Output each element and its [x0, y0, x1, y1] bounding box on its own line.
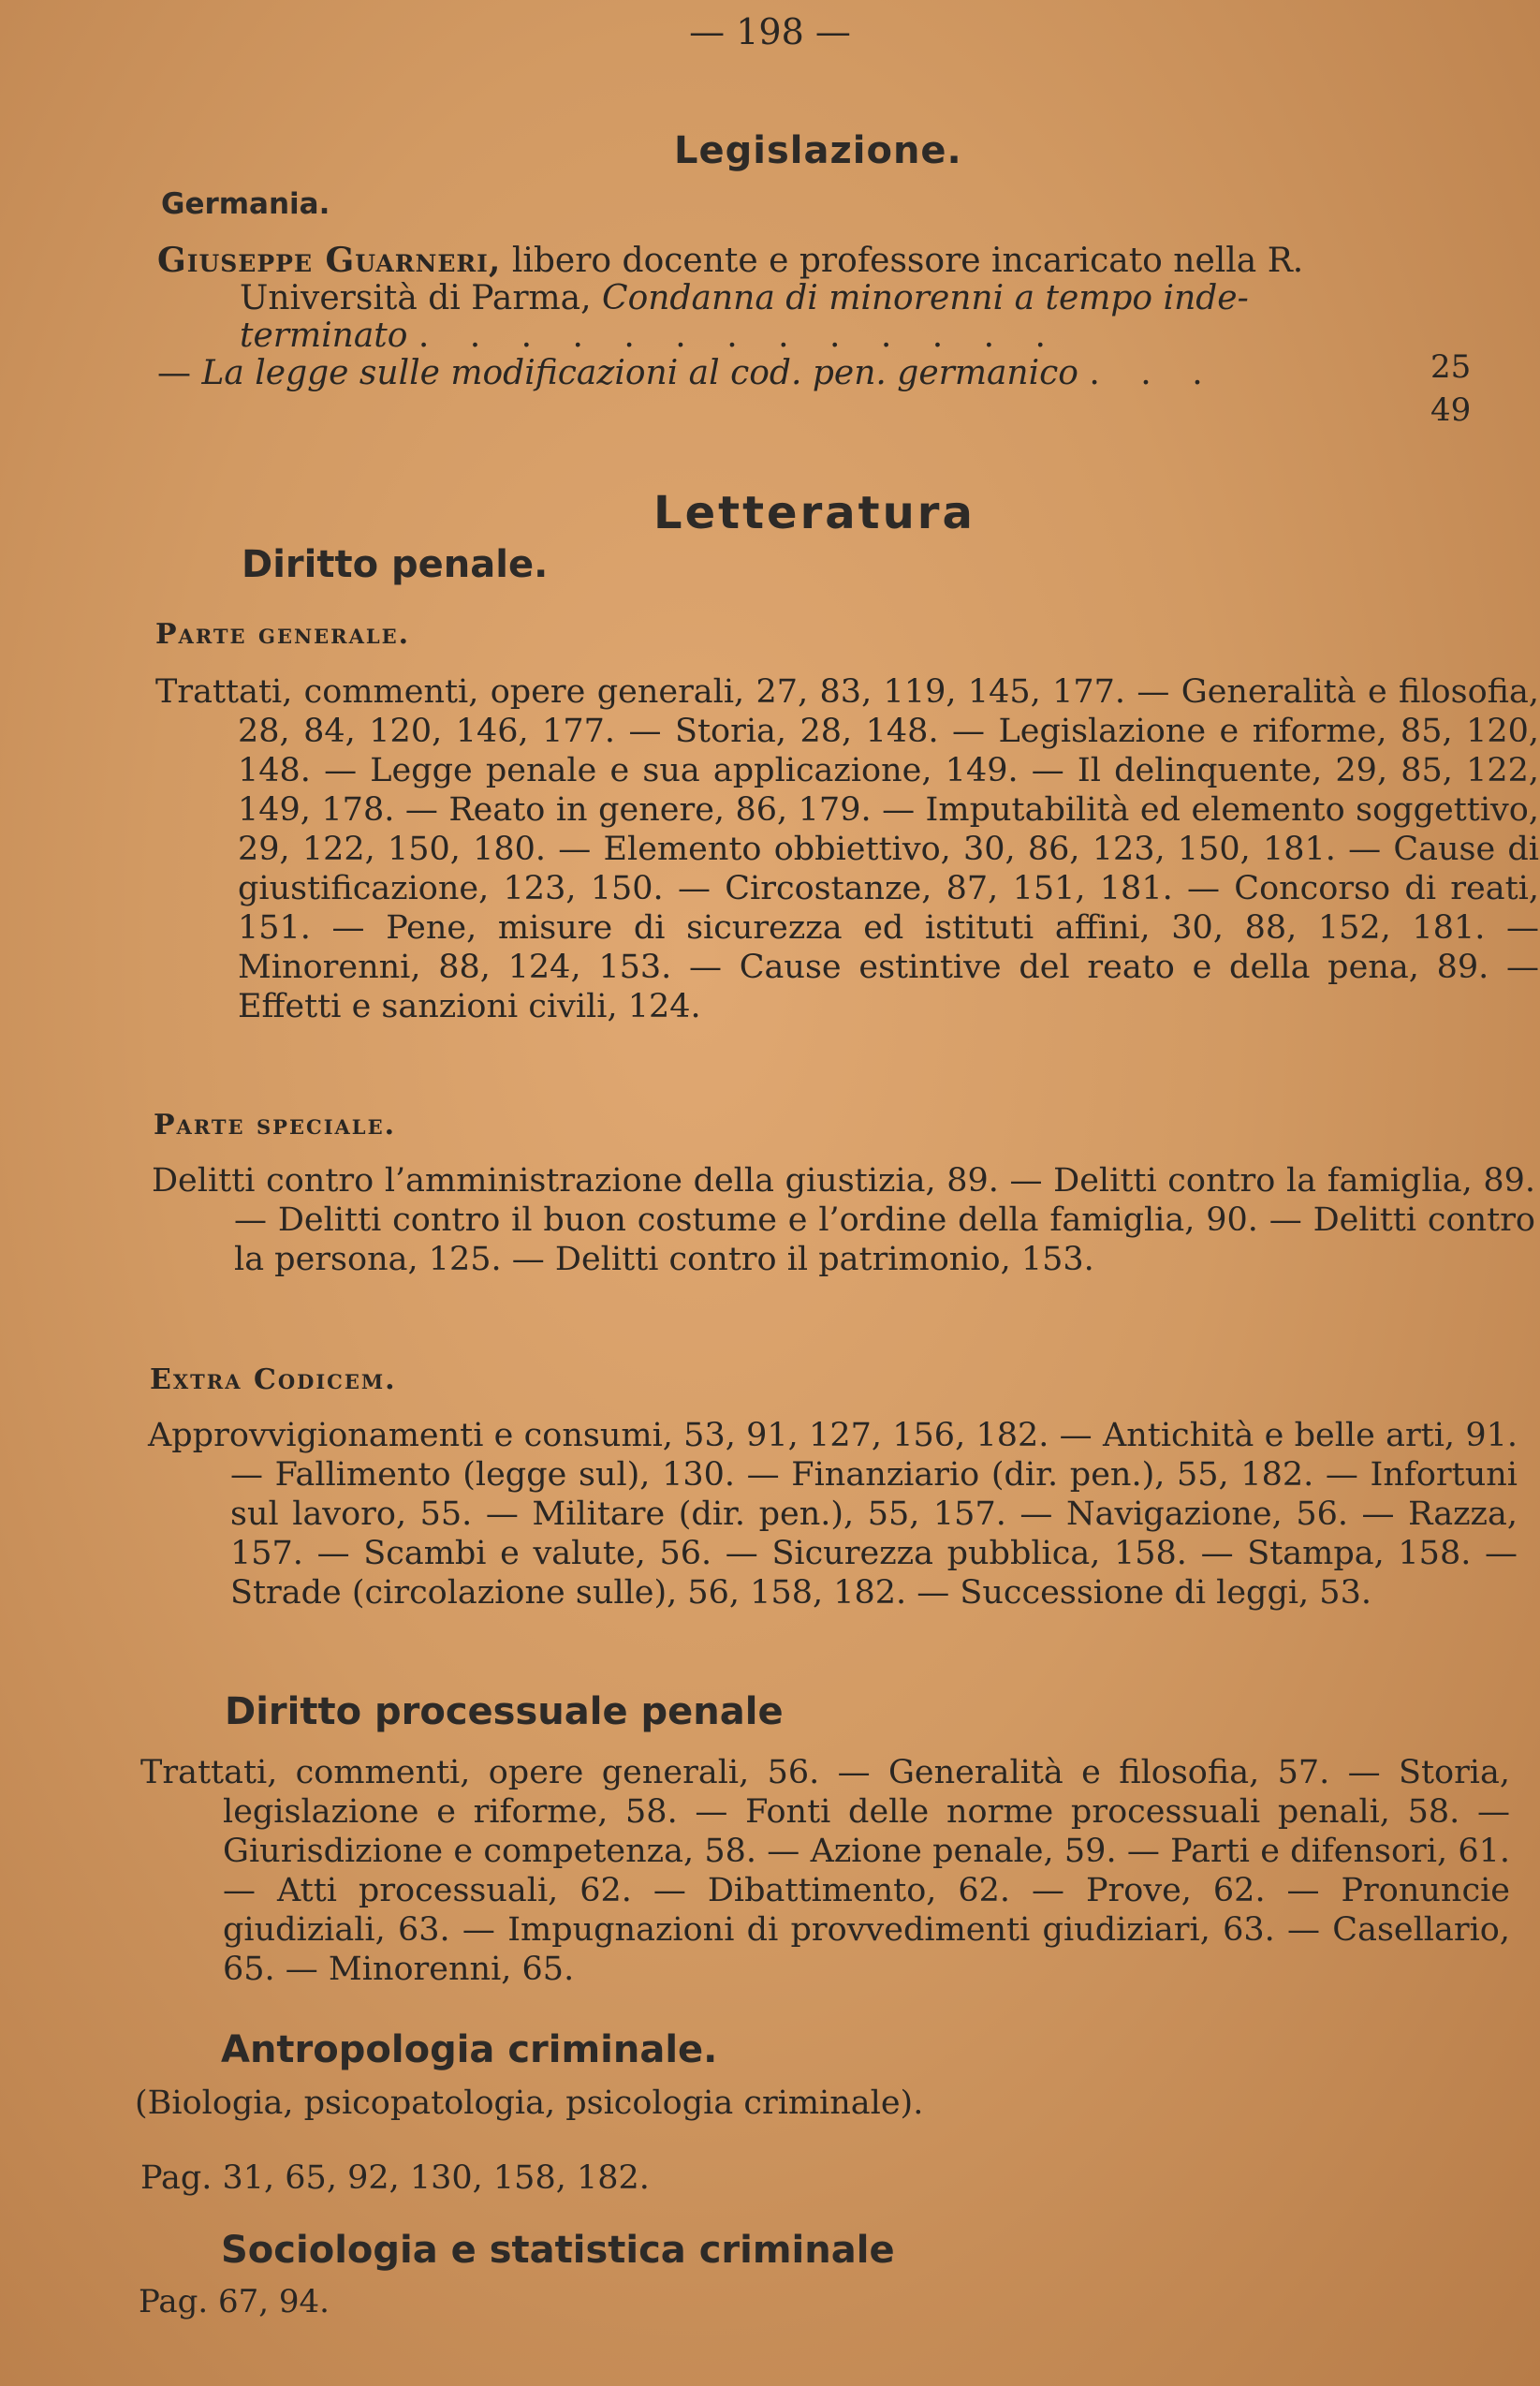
extra-codicem-label: Extra Codicem. [150, 1363, 397, 1396]
sociologia-pages: Pag. 67, 94. [139, 2283, 330, 2320]
entry-page-2: 49 [1430, 391, 1472, 429]
entry-dash: — [157, 354, 202, 392]
subsection-title-sociologia: Sociologia e statistica criminale [221, 2229, 895, 2272]
entry-title-1: Condanna di minorenni a tempo inde- [602, 279, 1249, 317]
extra-codicem-text: Approvvigionamenti e consumi, 53, 91, 127, 156, 182. — Antichità e belle arti, 91. — Fallimento (legge sul), 130. — Finanziario (dir. pen.), 55, 182. — Infortuni sul lavoro, 55. — Militare (dir. pen.), 55, 157. — Navigazione, 56. — Razza, 157. — Scambi e valute, 56. — Sicurezza pubblica, 158. — Stampa, 158. — Strade (circolazione sulle), 56, 158, 182. — Successione di leggi, 53. [148, 1417, 1518, 1612]
legislation-entry: Giuseppe Guarneri, libero docente e professore incaricato nella R. Università di Parma, Condanna di minorenni a tempo inde- terminato . . . . . . . . . . . . . — La legge sulle modificazioni al cod. pen. germanico . . . [157, 241, 1304, 392]
subsection-title-antropologia: Antropologia criminale. [221, 2028, 718, 2071]
section-title-letteratura: Letteratura [653, 487, 975, 539]
country-heading: Germania. [161, 187, 330, 221]
parte-generale-text: Trattati, commenti, opere generali, 27, 83, 119, 145, 177. — Generalità e filosofia, 28, 84, 120, 146, 177. — Storia, 28, 148. — Legislazione e riforme, 85, 120, 148. — Legge penale e sua applicazione, 149. — Il delinquente, 29, 85, 122, 149, 178. — Reato in genere, 86, 179. — Imputabilità ed elemento soggettivo, 29, 122, 150, 180. — Elemento obbiettivo, 30, 86, 123, 150, 181. — Cause di giustificazione, 123, 150. — Circostanze, 87, 151, 181. — Concorso di reati, 151. — Pene, misure di sicurezza ed istituti affini, 30, 88, 152, 181. — Minorenni, 88, 124, 153. — Cause estintive del reato e della pena, 89. — Effetti e sanzioni civili, 124. [155, 673, 1539, 1025]
subsection-title-diritto-penale: Diritto penale. [242, 543, 549, 586]
parte-speciale-text: Delitti contro l’amministrazione della giustizia, 89. — Delitti contro la famiglia, 89. — Delitti contro il buon costume e l’ordine della famiglia, 90. — Delitti contro la persona, 125. — Delitti contro il patrimonio, 153. [152, 1162, 1535, 1278]
entry-title-2: La legge sulle modificazioni al cod. pen. germanico [201, 354, 1078, 392]
antropologia-subtitle: (Biologia, psicopatologia, psicologia criminale). [135, 2084, 924, 2122]
entry-title-1-end: terminato [240, 317, 408, 355]
antropologia-pages: Pag. 31, 65, 92, 130, 158, 182. [140, 2159, 650, 2197]
parte-generale-label: Parte generale. [155, 618, 411, 651]
subsection-title-diritto-processuale: Diritto processuale penale [225, 1690, 784, 1733]
entry-line-1: libero docente e professore incaricato nella R. [501, 242, 1304, 280]
parte-speciale-label: Parte speciale. [154, 1109, 397, 1141]
section-title-legislazione: Legislazione. [674, 129, 962, 172]
page-number: — 198 — [689, 11, 851, 52]
entry-author: Giuseppe Guarneri, [157, 241, 502, 280]
leader-dots: . . . . . . . . . . . . . [418, 317, 1061, 355]
diritto-processuale-text: Trattati, commenti, opere generali, 56. — Generalità e filosofia, 57. — Storia, legislazione e riforme, 58. — Fonti delle norme processuali penali, 58. — Giurisdizione e competenza, 58. — Azione penale, 59. — Parti e difensori, 61. — Atti processuali, 62. — Dibattimento, 62. — Prove, 62. — Pronuncie giudiziali, 63. — Impugnazioni di provvedimenti giudiziari, 63. — Casellario, 65. — Minorenni, 65. [140, 1754, 1510, 1988]
entry-page-1: 25 [1430, 348, 1472, 386]
entry-line-2a: Università di Parma, [240, 279, 603, 317]
